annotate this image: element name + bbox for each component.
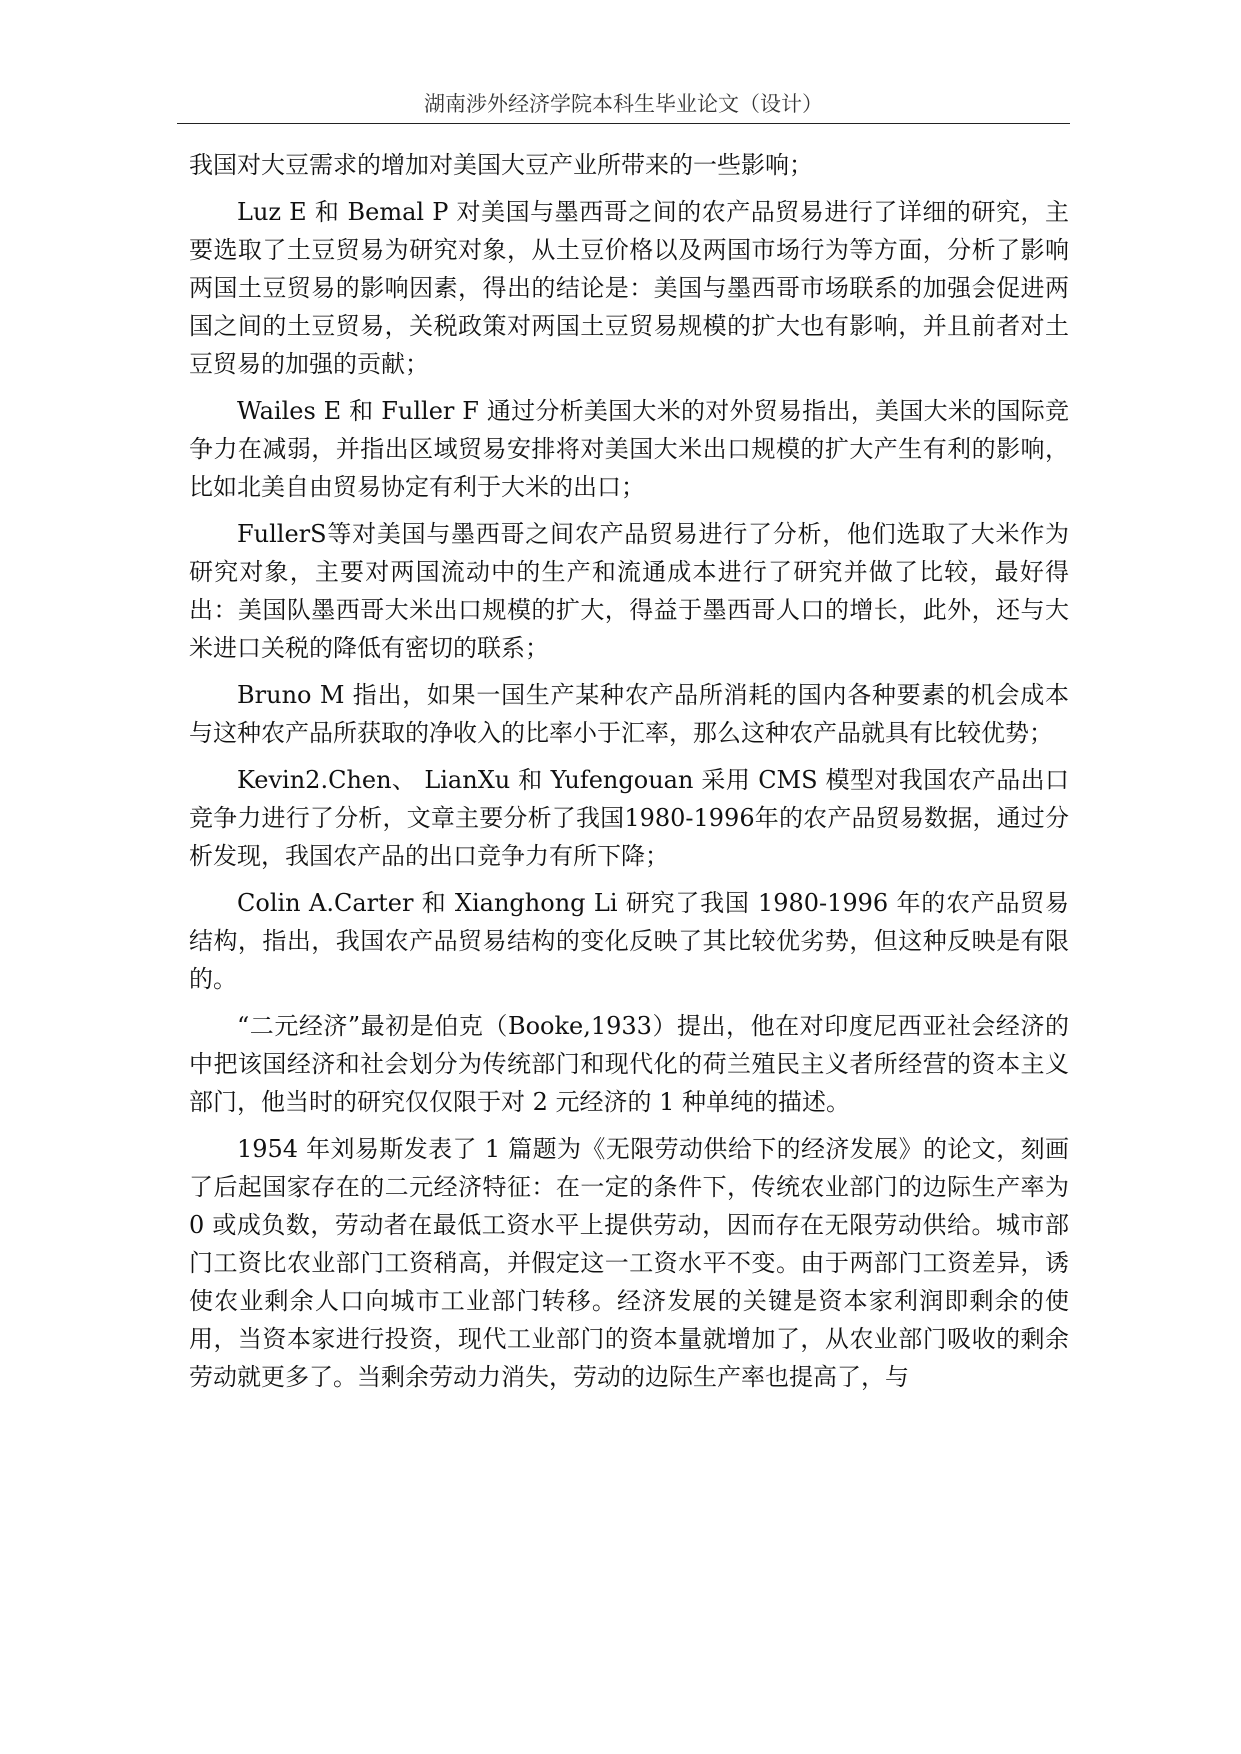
- body-text: [189, 146, 1069, 1405]
- paragraph-wailes-fuller: Wailes E 和 Fuller F 通过分析美国大米的对外贸易指出，美国大米的国际竞争力在减弱，并指出区域贸易安排将对美国大米出口规模的扩大产生有利的影响，比如北美自由贸易协定有利于大米的出口；: [189, 397, 1069, 501]
- paragraph-fullers: FullerS等对美国与墨西哥之间农产品贸易进行了分析，他们选取了大米作为研究对象，主要对两国流动中的生产和流通成本进行了研究并做了比较，最好得出：美国队墨西哥大米出口规模的扩大，得益于墨西哥人口的增长，此外，还与大米进口关税的降低有密切的联系；: [189, 520, 1069, 662]
- paragraph-bruno: Bruno M 指出，如果一国生产某种农产品所消耗的国内各种要素的机会成本与这种农产品所获取的净收入的比率小于汇率，那么这种农产品就具有比较优势；: [189, 681, 1069, 747]
- paragraph-kevin-chen: Kevin2.Chen、 LianXu 和 Yufengouan 采用 CMS 模型对我国农产品出口竞争力进行了分析，文章主要分析了我国1980-1996年的农产品贸易数据，通过分析发现，我国农产品的出口竞争力有所下降；: [189, 766, 1069, 870]
- paragraph-carter-li: Colin A.Carter 和 Xianghong Li 研究了我国 1980-1996 年的农产品贸易结构，指出，我国农产品贸易结构的变化反映了其比较优劣势，但这种反映是有限的。: [189, 889, 1069, 993]
- page-header: 湖南涉外经济学院本科生毕业论文（设计）: [424, 92, 823, 116]
- header-rule: [177, 123, 1070, 124]
- paragraph-dual-economy: “二元经济”最初是伯克（Booke,1933）提出，他在对印度尼西亚社会经济的中把该国经济和社会划分为传统部门和现代化的荷兰殖民主义者所经营的资本主义部门，他当时的研究仅仅限于对 2 元经济的 1 种单纯的描述。: [189, 1012, 1069, 1116]
- paragraph-lewis-1954: 1954 年刘易斯发表了 1 篇题为《无限劳动供给下的经济发展》的论文，刻画了后起国家存在的二元经济特征：在一定的条件下，传统农业部门的边际生产率为 0 或成负数，劳动者在最低工资水平上提供劳动，因而存在无限劳动供给。城市部门工资比农业部门工资稍高，并假定这一工资水平不变。由于两部门工资差异，诱使农业剩余人口向城市工业部门转移。经济发展的关键是资本家利润即剩余的使用，当资本家进行投资，现代工业部门的资本量就增加了，从农业部门吸收的剩余劳动就更多了。当剩余劳动力消失，劳动的边际生产率也提高了，与: [189, 1135, 1069, 1391]
- paragraph-luz-bemal: Luz E 和 Bemal P 对美国与墨西哥之间的农产品贸易进行了详细的研究，主要选取了土豆贸易为研究对象，从土豆价格以及两国市场行为等方面，分析了影响两国土豆贸易的影响因素，得出的结论是：美国与墨西哥市场联系的加强会促进两国之间的土豆贸易，关税政策对两国土豆贸易规模的扩大也有影响，并且前者对土豆贸易的加强的贡献；: [189, 198, 1069, 378]
- paragraph-soybean-continuation: 我国对大豆需求的增加对美国大豆产业所带来的一些影响；: [189, 151, 813, 179]
